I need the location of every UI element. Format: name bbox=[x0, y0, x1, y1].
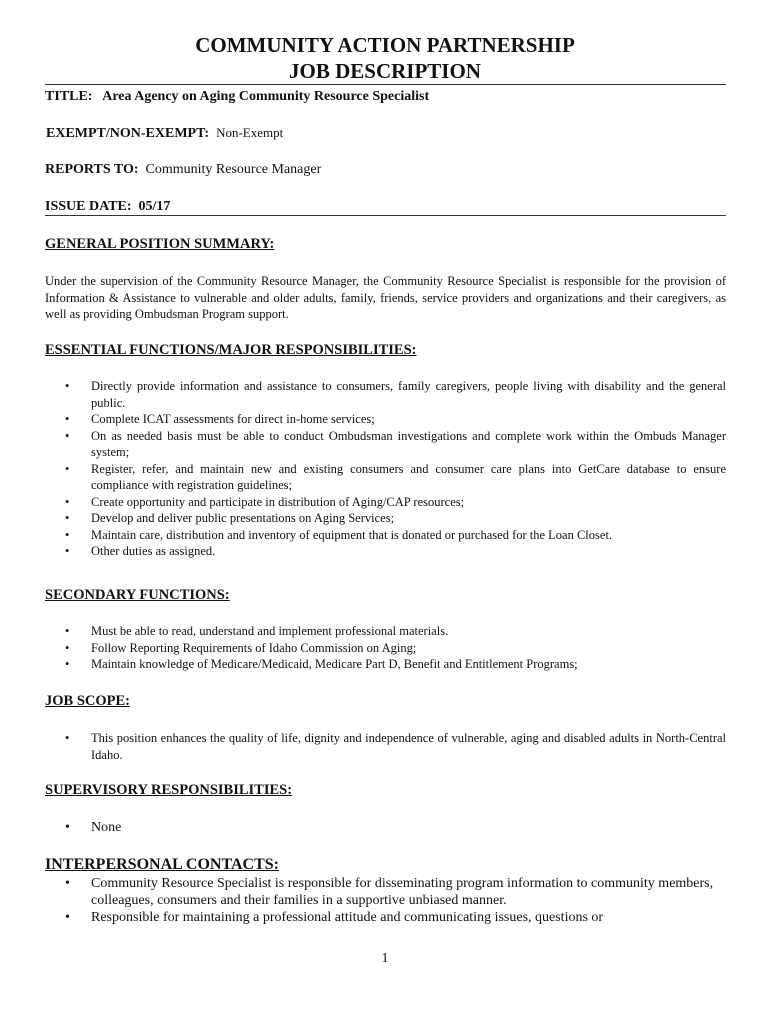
list-item: • Register, refer, and maintain new and existing consumers and consumer care plans into GetCare database to ensure compliance with registration guidelines; bbox=[45, 461, 726, 494]
scope-list bbox=[45, 730, 726, 763]
document-type-title: JOB DESCRIPTION bbox=[289, 59, 481, 83]
list-item: • Maintain care, distribution and inventory of equipment that is donated or purchased for the Loan Closet. bbox=[45, 527, 726, 544]
essential-list bbox=[45, 378, 726, 560]
list-item: • On as needed basis must be able to conduct Ombudsman investigations and complete work within the Ombuds Manager system; bbox=[45, 428, 726, 461]
supervisory-heading: SUPERVISORY RESPONSIBILITIES: bbox=[45, 782, 293, 798]
interpersonal-list bbox=[45, 875, 726, 926]
summary-heading: GENERAL POSITION SUMMARY: bbox=[45, 236, 275, 252]
list-item: • Create opportunity and participate in distribution of Aging/CAP resources; bbox=[45, 494, 726, 511]
list-item: • Develop and deliver public presentations on Aging Services; bbox=[45, 510, 726, 527]
list-item: • Directly provide information and assistance to consumers, family caregivers, people living with disability and the general public. bbox=[45, 378, 726, 411]
exempt-label: EXEMPT/NON-EXEMPT: bbox=[46, 126, 210, 141]
list-item: • Community Resource Specialist is responsible for disseminating program information to community members, colleagues, consumers and their families in a supportive unbiased manner. bbox=[45, 875, 726, 909]
issue-date-value: 05/17 bbox=[138, 199, 171, 214]
org-title: COMMUNITY ACTION PARTNERSHIP bbox=[195, 33, 575, 57]
list-item: • Must be able to read, understand and implement professional materials. bbox=[45, 623, 726, 640]
job-title-line bbox=[45, 88, 429, 105]
list-item: • Follow Reporting Requirements of Idaho Commission on Aging; bbox=[45, 640, 726, 657]
secondary-heading: SECONDARY FUNCTIONS: bbox=[45, 587, 230, 603]
summary-text: Under the supervision of the Community Resource Manager, the Community Resource Specialist is responsible for the provision of Information & Assistance to vulnerable and older adults, family, friends, service providers and organizations and their caregivers, as well as providing Ombudsman Program support. bbox=[45, 274, 726, 321]
reports-to-value: Community Resource Manager bbox=[145, 162, 322, 177]
reports-to-line bbox=[45, 161, 321, 178]
list-item: • None bbox=[45, 819, 726, 836]
list-item: • Maintain knowledge of Medicare/Medicaid, Medicare Part D, Benefit and Entitlement Programs; bbox=[45, 656, 726, 673]
issue-date-label: ISSUE DATE: bbox=[45, 199, 132, 214]
job-title-label: TITLE: bbox=[45, 89, 93, 104]
essential-heading: ESSENTIAL FUNCTIONS/MAJOR RESPONSIBILITIES: bbox=[45, 342, 417, 358]
exempt-value: Non-Exempt bbox=[216, 125, 284, 140]
scope-heading: JOB SCOPE: bbox=[45, 693, 130, 709]
issue-date-line bbox=[45, 198, 170, 215]
header-rule bbox=[45, 84, 726, 85]
list-item: • Other duties as assigned. bbox=[45, 543, 726, 560]
reports-to-label: REPORTS TO: bbox=[45, 162, 139, 177]
meta-rule bbox=[45, 215, 726, 216]
list-item: • This position enhances the quality of life, dignity and independence of vulnerable, aging and disabled adults in North-Central Idaho. bbox=[45, 730, 726, 763]
interpersonal-heading: INTERPERSONAL CONTACTS: bbox=[45, 856, 279, 873]
list-item: • Responsible for maintaining a professional attitude and communicating issues, questions or bbox=[45, 909, 726, 926]
page-number: 1 bbox=[381, 951, 389, 966]
secondary-list bbox=[45, 623, 726, 673]
list-item: • Complete ICAT assessments for direct in-home services; bbox=[45, 411, 726, 428]
job-title-value: Area Agency on Aging Community Resource Specialist bbox=[102, 89, 430, 104]
exempt-line bbox=[46, 124, 283, 142]
supervisory-list bbox=[45, 819, 726, 836]
